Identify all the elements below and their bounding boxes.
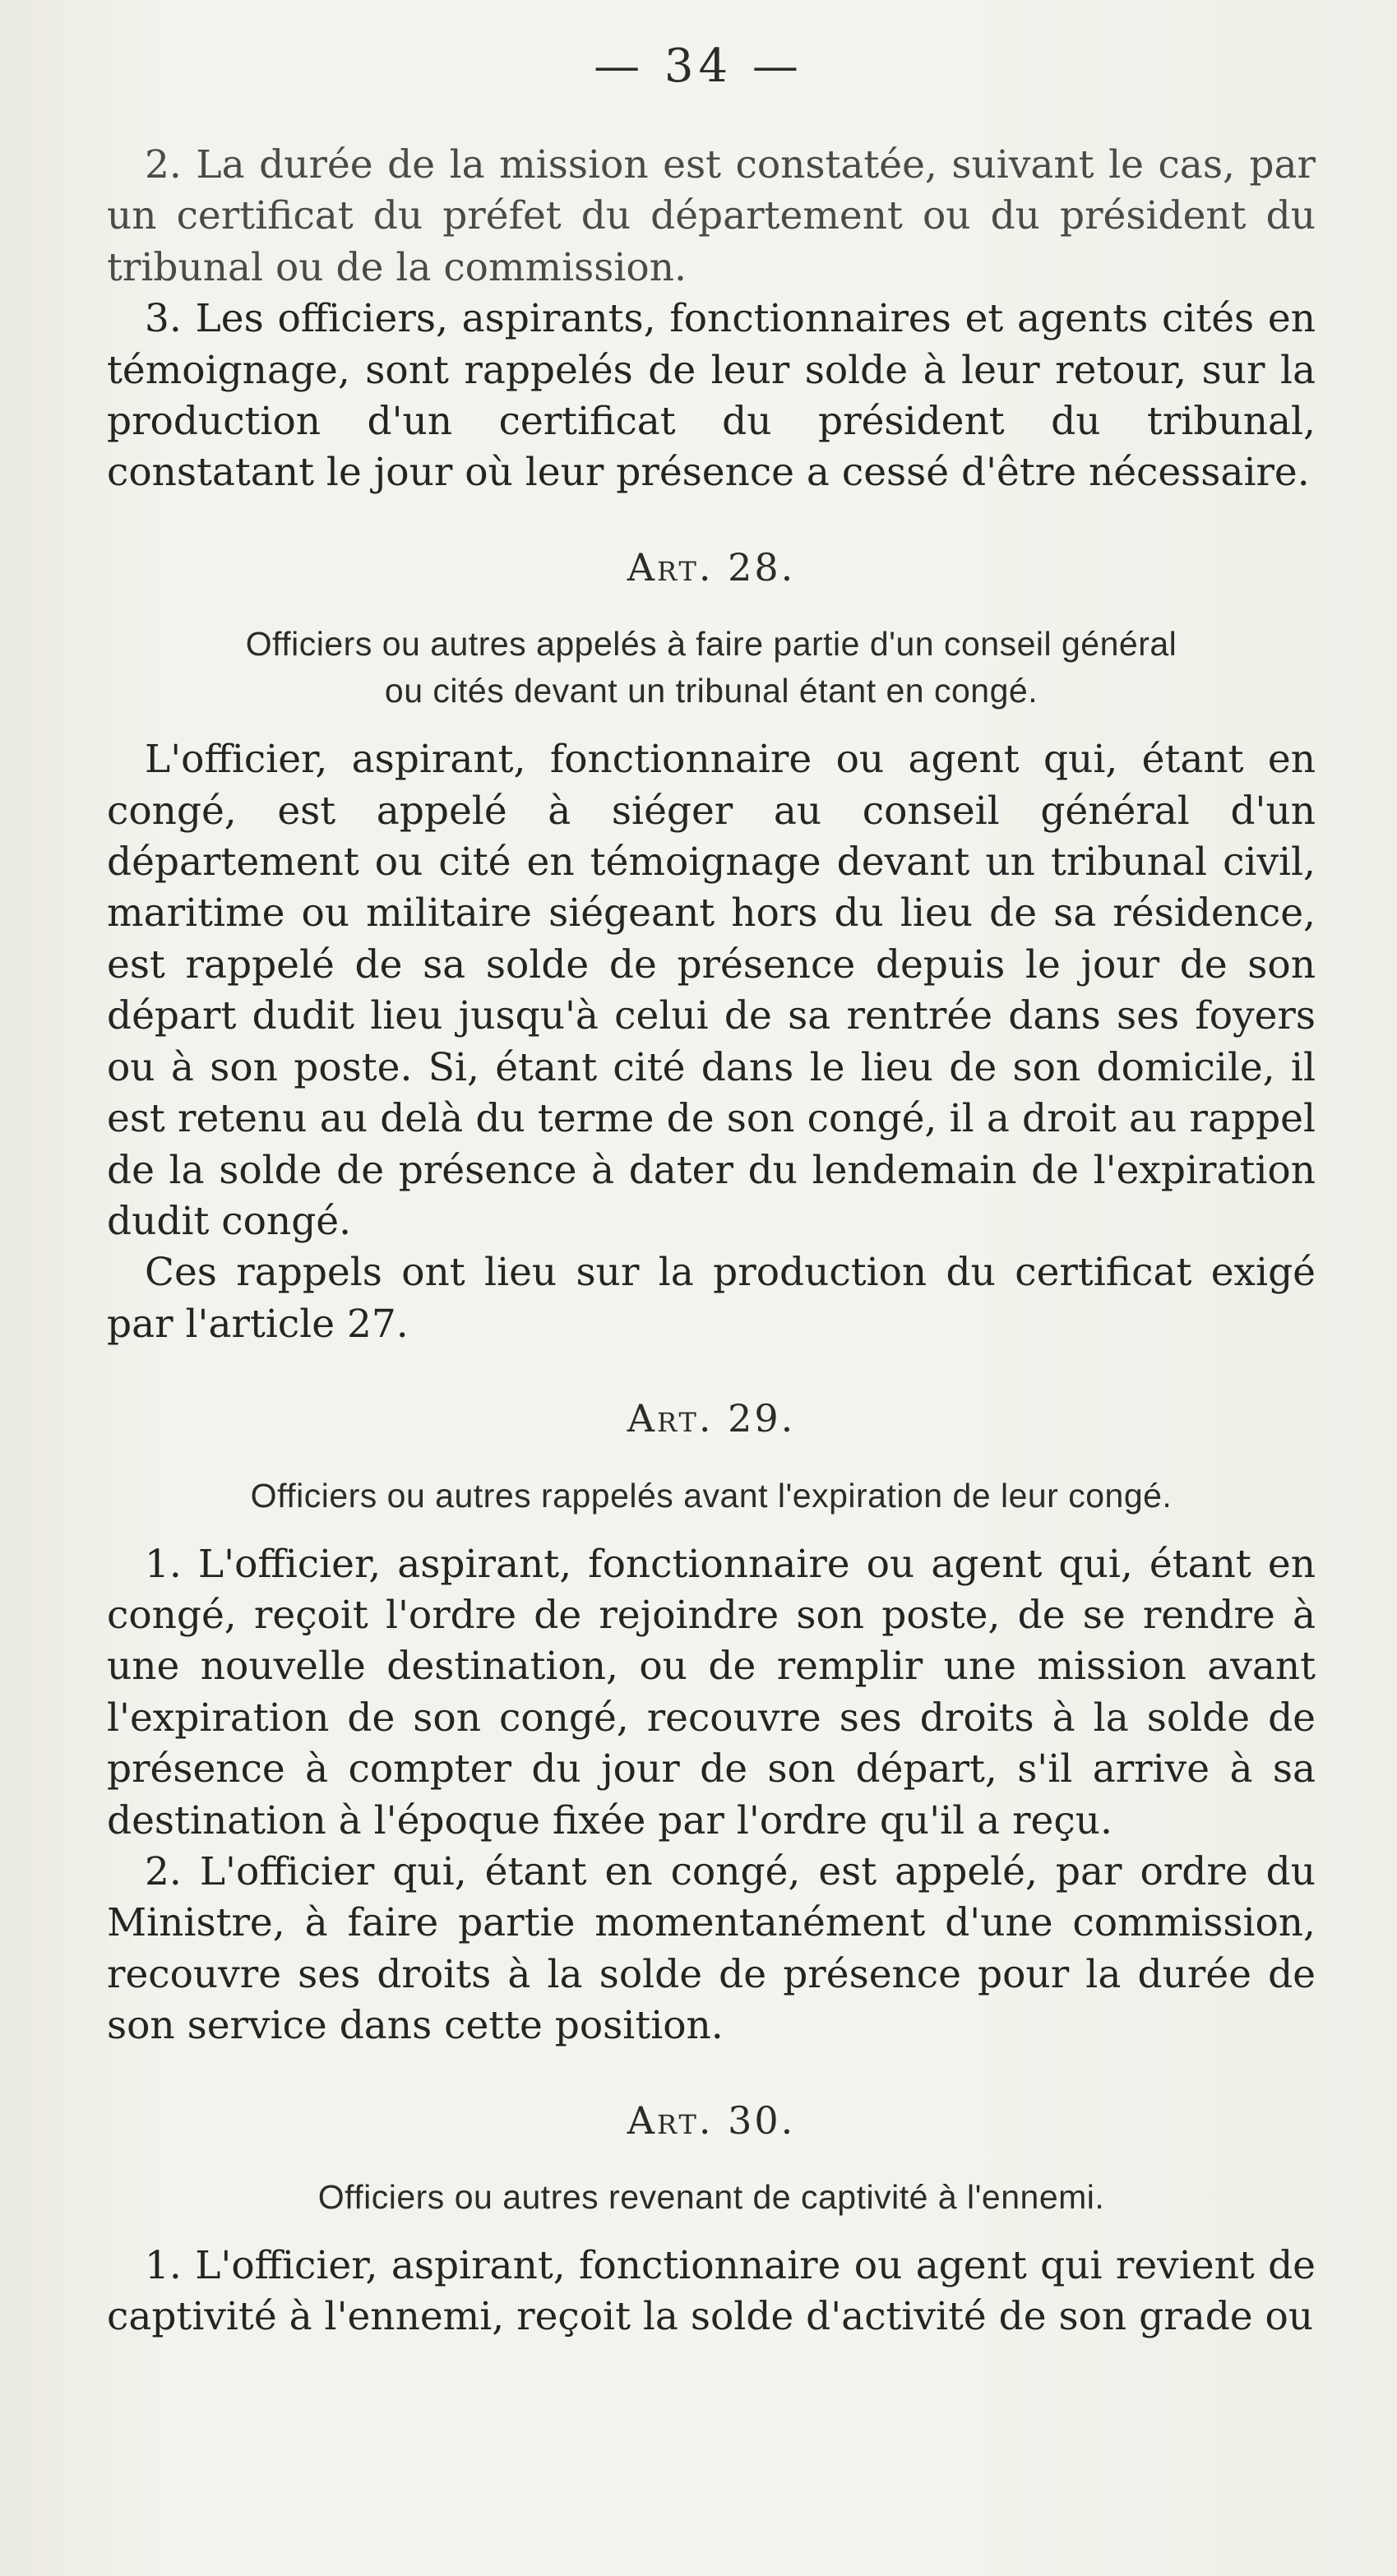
article-28-heading-line-1: Officiers ou autres appelés à faire partie d'un conseil général [245,625,1177,664]
article-28-paragraph-1: L'officier, aspirant, fonctionnaire ou agent qui, étant en congé, est appelé à siéger au conseil général d'un département ou cité en témoignage devant un tribunal civil, maritime ou militaire siégeant hors du lieu de sa résidence, est rappelé de sa solde de présence depuis le jour de son départ dudit lieu jusqu'à celui de sa rentrée dans ses foyers ou à son poste. Si, étant cité dans le lieu de son domicile, il est retenu au delà du terme de son congé, il a droit au rappel de la solde de présence à dater du lendemain de l'expiration dudit congé. [107,737,1316,1244]
art27-paragraph-3: 3. Les officiers, aspirants, fonctionnaires et agents cités en témoignage, sont rappelés de leur solde à leur retour, sur la production d'un certificat du président du tribunal, constatant le jour où leur présence a cessé d'être nécessaire. [107,296,1316,496]
article-28-heading [107,621,1316,715]
page-body [107,140,1316,2343]
article-30-heading: Officiers ou autres revenant de captivité à l'ennemi. [317,2178,1105,2216]
article-30-paragraph-1: 1. L'officier, aspirant, fonctionnaire ou agent qui revient de captivité à l'ennemi, reçoit la solde d'activité de son grade ou [107,2243,1316,2340]
article-28-label: Art. 28. [627,544,796,590]
article-29-heading: Officiers ou autres rappelés avant l'expiration de leur congé. [250,1476,1173,1515]
article-28-paragraph-2: Ces rappels ont lieu sur la production du certificat exigé par l'article 27. [107,1250,1316,1347]
article-30-label: Art. 30. [627,2097,796,2143]
article-28-heading-line-2: ou cités devant un tribunal étant en congé. [384,672,1038,710]
article-29-paragraph-1: 1. L'officier, aspirant, fonctionnaire ou agent qui, étant en congé, reçoit l'ordre de rejoindre son poste, de se rendre à une nouvelle destination, ou de remplir une mission avant l'expiration de son congé, recouvre ses droits à la solde de présence à compter du jour de son départ, s'il arrive à sa destination à l'époque fixée par l'ordre qu'il a reçu. [107,1541,1316,1843]
article-29-paragraph-2: 2. L'officier qui, étant en congé, est appelé, par ordre du Ministre, à faire partie momentanément d'une commission, recouvre ses droits à la solde de présence pour la durée de son service dans cette position. [107,1848,1316,2049]
page-number: — 34 — [594,39,803,93]
art27-paragraph-2: 2. La durée de la mission est constatée, suivant le cas, par un certificat du préfet du département ou du président du tribunal ou de la commission. [107,142,1316,290]
article-29-label: Art. 29. [627,1396,796,1441]
